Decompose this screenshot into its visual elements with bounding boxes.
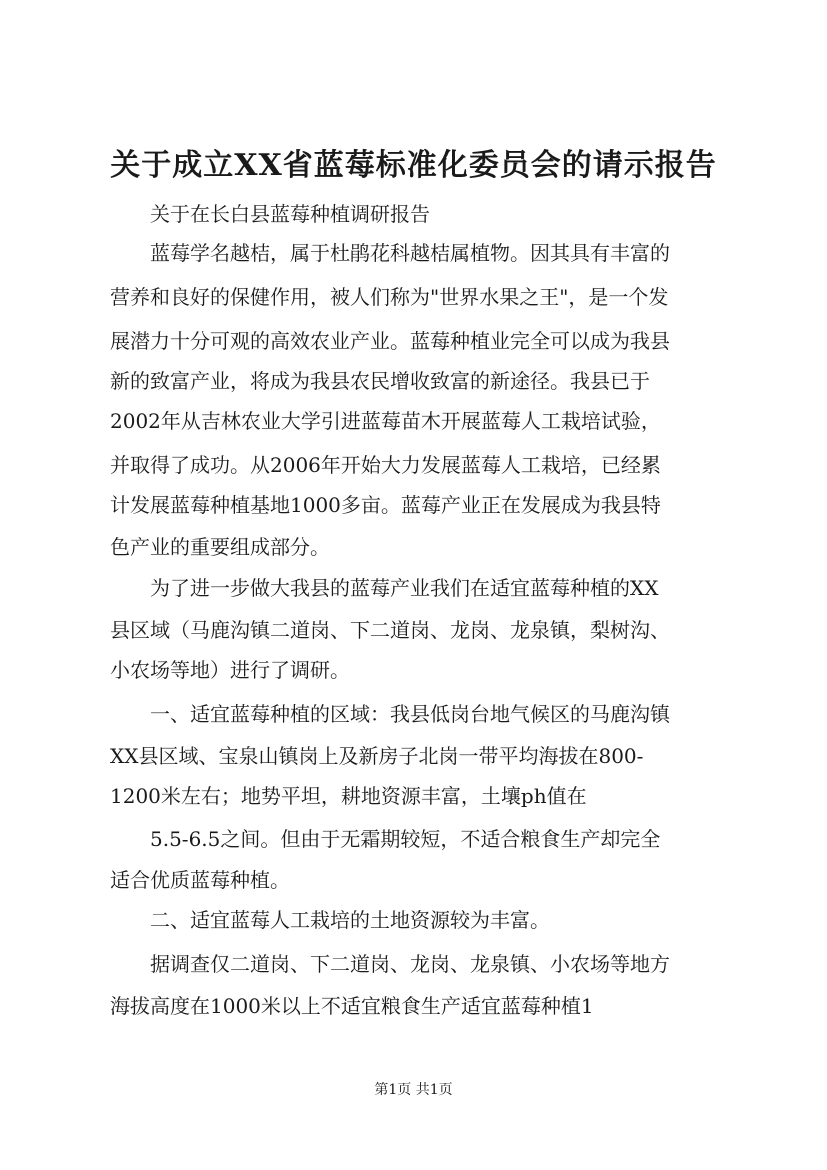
- paragraph-line: 一、适宜蓝莓种植的区域：我县低岗台地气候区的马鹿沟镇: [150, 702, 670, 726]
- paragraph-line: 二、适宜蓝莓人工栽培的土地资源较为丰富。: [150, 908, 550, 932]
- paragraph-line: 为了进一步做大我县的蓝莓产业我们在适宜蓝莓种植的XX: [150, 576, 659, 600]
- page-footer: 第1页 共1页: [374, 1082, 453, 1098]
- paragraph-line: 营养和良好的保健作用，被人们称为"世界水果之王"，是一个发: [110, 285, 669, 309]
- paragraph-line: 色产业的重要组成部分。: [110, 535, 330, 559]
- paragraph-line: 蓝莓学名越桔，属于杜鹃花科越桔属植物。因其具有丰富的: [150, 241, 670, 265]
- paragraph-line: 2002年从吉林农业大学引进蓝莓苗木开展蓝莓人工栽培试验，: [110, 409, 661, 433]
- paragraph-line: 海拔高度在1000米以上不适宜粮食生产适宜蓝莓种植1: [110, 994, 594, 1018]
- paragraph-line: 新的致富产业，将成为我县农民增收致富的新途径。我县已于: [110, 369, 650, 393]
- paragraph-line: 据调查仅二道岗、下二道岗、龙岗、龙泉镇、小农场等地方: [150, 952, 670, 976]
- paragraph-line: XX县区域、宝泉山镇岗上及新房子北岗一带平均海拔在800-: [110, 744, 644, 768]
- paragraph-line: 5.5-6.5之间。但由于无霜期较短，不适合粮食生产却完全: [150, 827, 661, 851]
- paragraph-line: 展潜力十分可观的高效农业产业。蓝莓种植业完全可以成为我县: [110, 329, 670, 353]
- paragraph-line: 并取得了成功。从2006年开始大力发展蓝莓人工栽培，已经累: [110, 453, 661, 477]
- paragraph-line: 计发展蓝莓种植基地1000多亩。蓝莓产业正在发展成为我县特: [110, 493, 661, 517]
- paragraph-line: 1200米左右；地势平坦，耕地资源丰富，土壤ph值在: [110, 784, 587, 808]
- paragraph-line: 小农场等地）进行了调研。: [110, 658, 350, 682]
- document-title: 关于成立XX省蓝莓标准化委员会的请示报告: [110, 148, 717, 183]
- report-subtitle: 关于在长白县蓝莓种植调研报告: [150, 202, 430, 226]
- paragraph-line: 县区域（马鹿沟镇二道岗、下二道岗、龙岗、龙泉镇，梨树沟、: [110, 618, 670, 642]
- paragraph-line: 适合优质蓝莓种植。: [110, 868, 290, 892]
